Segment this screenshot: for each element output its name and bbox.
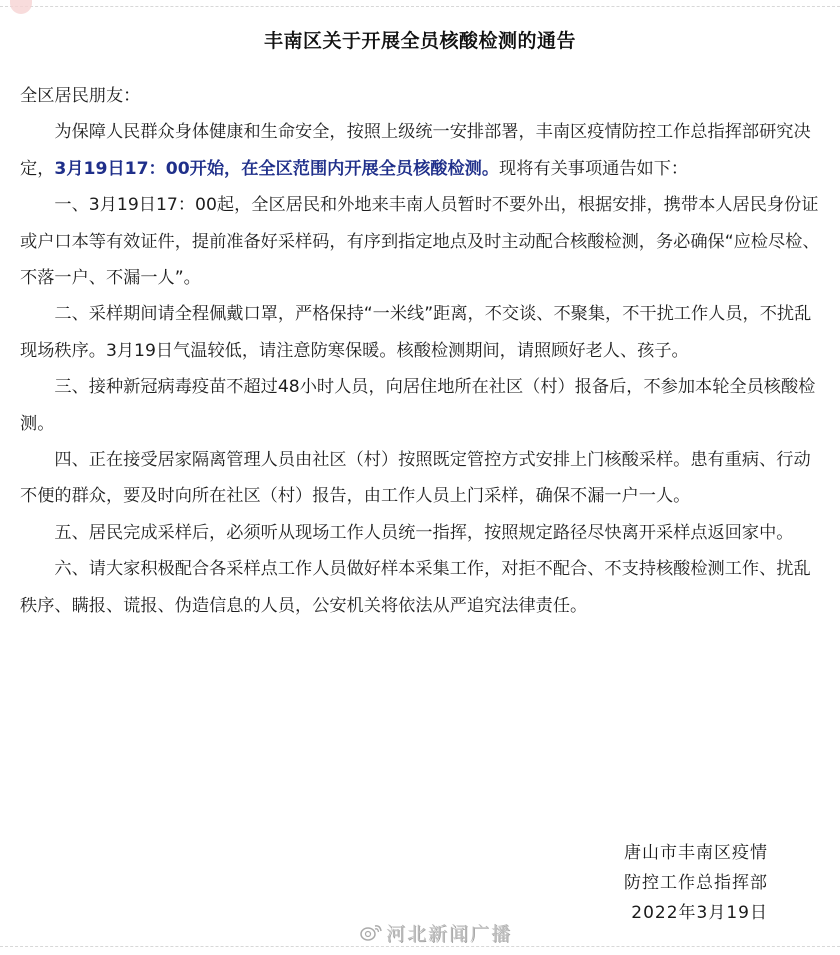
intro-highlight: 3月19日17：00开始，在全区范围内开展全员核酸检测。 xyxy=(54,158,500,179)
signature-org-line1: 唐山市丰南区疫情 xyxy=(624,843,768,863)
notice-item-1: 一、3月19日17：00起，全区居民和外地来丰南人员暂时不要外出，根据安排，携带本人居民身份证或户口本等有效证件，提前准备好采样码，有序到指定地点及时主动配合核酸检测，务必确保“应检尽检、不落一户、不漏一人”。 xyxy=(20,195,820,289)
salutation: 全区居民朋友： xyxy=(20,86,141,106)
notice-item-4: 四、正在接受居家隔离管理人员由社区（村）按照既定管控方式安排上门核酸采样。患有重病、行动不便的群众，要及时向所在社区（村）报告，由工作人员上门采样，确保不漏一户一人。 xyxy=(20,450,811,507)
intro-text: 为保障人民群众身体健康和生命安全，按照上级统一安排部署，丰南区疫情防控工作总指挥部研究决定， xyxy=(20,122,811,179)
notice-item-5: 五、居民完成采样后，必须听从现场工作人员统一指挥，按照规定路径尽快离开采样点返回家中。 xyxy=(54,522,794,543)
intro-paragraph xyxy=(20,114,826,187)
top-dashed-divider xyxy=(0,6,840,7)
bottom-dashed-divider xyxy=(0,946,840,947)
document-body xyxy=(20,78,826,624)
watermark-text: 河北新闻广播 xyxy=(386,922,513,945)
intro-tail: 现将有关事项通告如下： xyxy=(499,158,689,179)
signature-block xyxy=(624,838,768,928)
notice-item-6: 六、请大家积极配合各采样点工作人员做好样本采集工作，对拒不配合、不支持核酸检测工作、扰乱秩序、瞒报、谎报、伪造信息的人员，公安机关将依法从严追究法律责任。 xyxy=(20,559,811,616)
watermark xyxy=(360,918,512,946)
corner-decoration xyxy=(10,0,32,14)
signature-date: 2022年3月19日 xyxy=(631,903,768,923)
notice-item-3: 三、接种新冠病毒疫苗不超过48小时人员，向居住地所在社区（村）报备后，不参加本轮全员核酸检测。 xyxy=(20,377,816,434)
document-title: 丰南区关于开展全员核酸检测的通告 xyxy=(263,30,576,52)
notice-item-2: 二、采样期间请全程佩戴口罩，严格保持“一米线”距离，不交谈、不聚集，不干扰工作人员，不扰乱现场秩序。3月19日气温较低，请注意防寒保暖。核酸检测期间，请照顾好老人、孩子。 xyxy=(20,304,812,361)
weibo-icon xyxy=(360,922,384,942)
signature-org-line2: 防控工作总指挥部 xyxy=(624,873,768,893)
